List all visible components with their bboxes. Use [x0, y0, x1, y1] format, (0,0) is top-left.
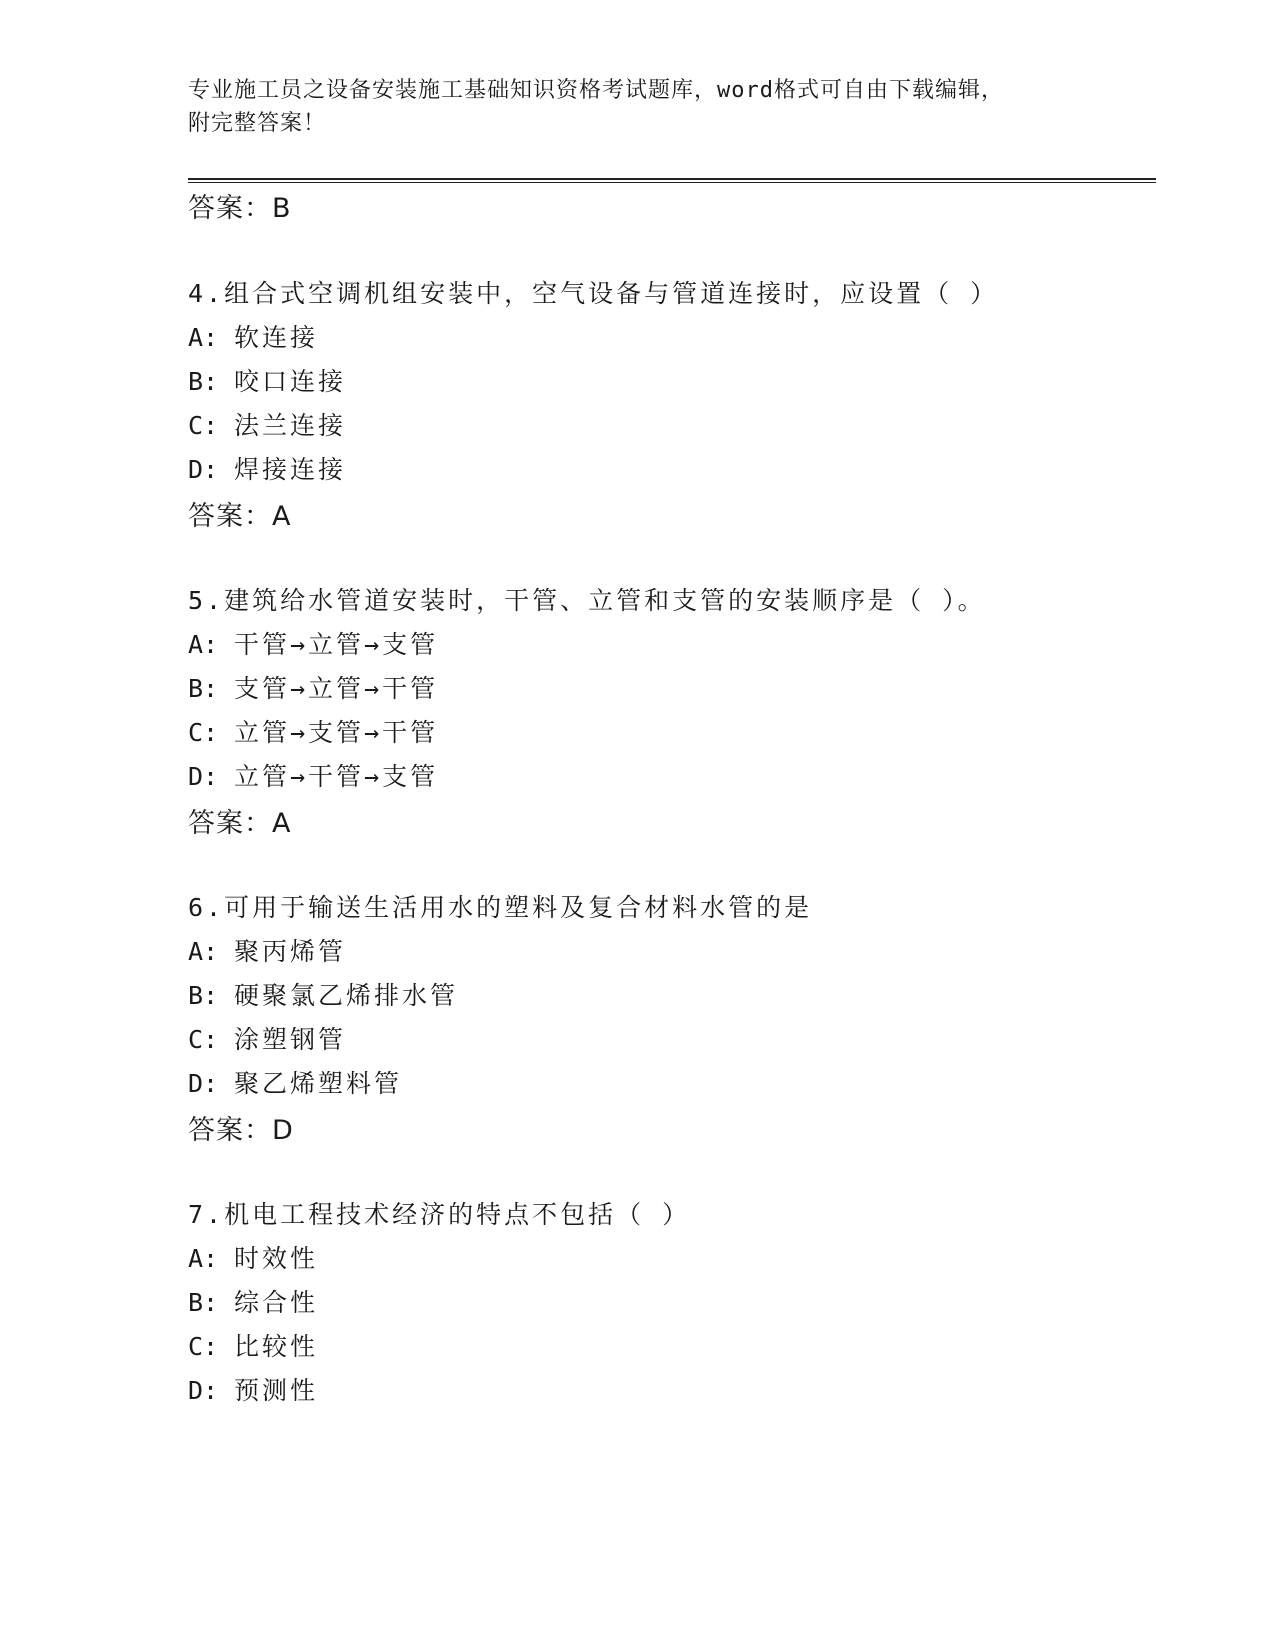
option-letter: B: [188, 674, 219, 703]
option-text: 咬口连接 [234, 367, 347, 396]
question-7-option-a [188, 1239, 318, 1275]
question-4-option-a [188, 318, 318, 354]
option-text: 硬聚氯乙烯排水管 [234, 981, 459, 1010]
question-4-stem: 4.组合式空调机组安装中，空气设备与管道连接时，应设置（ ） [188, 279, 999, 308]
option-text: 立管→支管→干管 [234, 718, 439, 747]
option-text: 预测性 [234, 1376, 319, 1405]
option-letter: C: [188, 1332, 219, 1361]
option-text: 焊接连接 [234, 455, 347, 484]
question-5-option-a [188, 625, 438, 661]
question-5-stem: 5.建筑给水管道安装时，干管、立管和支管的安装顺序是（ ）。 [188, 586, 986, 615]
document-header [188, 74, 1088, 140]
option-text: 支管→立管→干管 [234, 674, 439, 703]
option-letter: D: [188, 762, 219, 791]
option-text: 涂塑钢管 [234, 1025, 347, 1054]
question-4-option-b [188, 362, 346, 398]
option-letter: B: [188, 1288, 219, 1317]
question-6-option-a [188, 932, 346, 968]
option-text: 干管→立管→支管 [234, 630, 439, 659]
option-letter: A: [188, 630, 219, 659]
question-5-option-c [188, 713, 438, 749]
option-text: 聚乙烯塑料管 [234, 1069, 403, 1098]
option-text: 比较性 [234, 1332, 319, 1361]
question-5-option-d [188, 757, 438, 793]
option-letter: C: [188, 411, 219, 440]
option-letter: C: [188, 1025, 219, 1054]
option-letter: A: [188, 1244, 219, 1273]
question-7-option-b [188, 1283, 318, 1319]
option-letter: A: [188, 937, 219, 966]
option-letter: B: [188, 981, 219, 1010]
previous-answer: 答案：B [188, 193, 292, 224]
option-text: 综合性 [234, 1288, 319, 1317]
question-6-option-b [188, 976, 458, 1012]
option-text: 时效性 [234, 1244, 319, 1273]
question-6-option-c [188, 1020, 346, 1056]
option-letter: D: [188, 1069, 219, 1098]
question-4-option-c [188, 406, 346, 442]
question-4-option-d [188, 450, 346, 486]
option-text: 立管→干管→支管 [234, 762, 439, 791]
question-4-answer: 答案：A [188, 501, 292, 532]
question-6-answer: 答案：D [188, 1115, 294, 1146]
question-5-answer: 答案：A [188, 808, 292, 839]
header-line-2: 附完整答案！ [188, 111, 327, 136]
question-7-option-c [188, 1327, 318, 1363]
option-letter: A: [188, 323, 219, 352]
option-text: 法兰连接 [234, 411, 347, 440]
header-divider [188, 178, 1156, 183]
question-5-option-b [188, 669, 438, 705]
header-line-1: 专业施工员之设备安装施工基础知识资格考试题库，word格式可自由下载编辑， [188, 78, 1004, 103]
option-text: 聚丙烯管 [234, 937, 347, 966]
option-letter: D: [188, 455, 219, 484]
option-letter: D: [188, 1376, 219, 1405]
question-7-stem: 7.机电工程技术经济的特点不包括（ ） [188, 1200, 691, 1229]
question-6-option-d [188, 1064, 402, 1100]
question-7-option-d [188, 1371, 318, 1407]
option-letter: C: [188, 718, 219, 747]
option-text: 软连接 [234, 323, 319, 352]
question-6-stem: 6.可用于输送生活用水的塑料及复合材料水管的是 [188, 893, 813, 922]
option-letter: B: [188, 367, 219, 396]
